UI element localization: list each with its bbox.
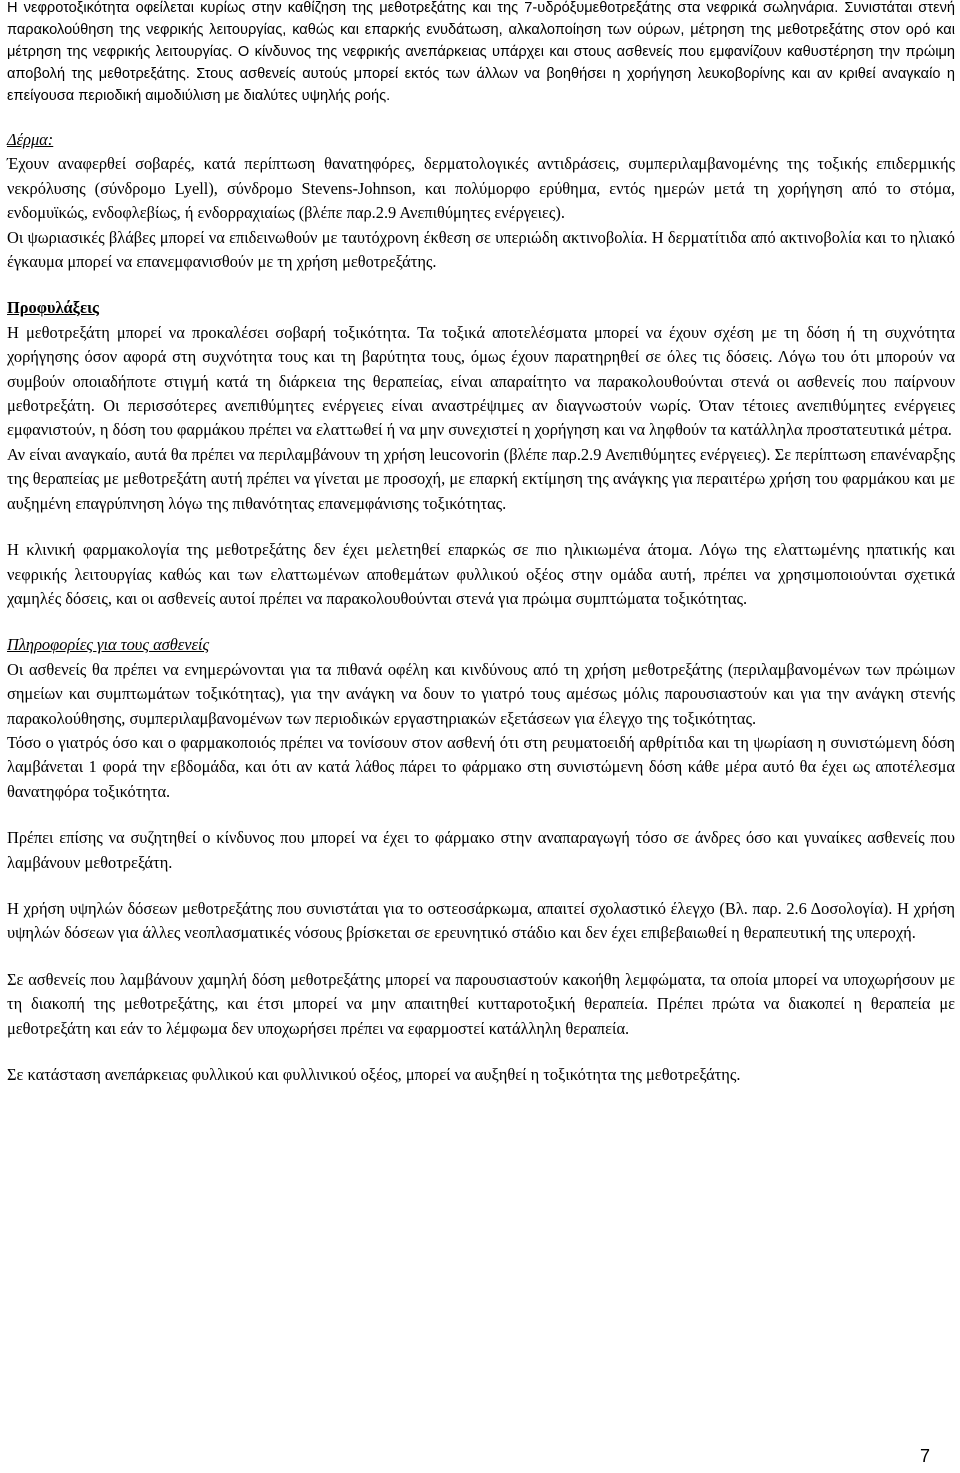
folate-deficiency-paragraph: Σε κατάσταση ανεπάρκειας φυλλικού και φυλλινικού οξέος, μπορεί να αυξηθεί η τοξικότητα της μεθοτρεξάτης. (7, 1065, 741, 1084)
precautions-section-heading: Προφυλάξεις (7, 298, 99, 318)
psoriatic-lesions-paragraph: Οι ψωριασικές βλάβες μπορεί να επιδεινωθούν με ταυτόχρονη έκθεση σε υπεριώδη ακτινοβολία. Η δερματίτιδα από ακτινοβολία και το ηλιακό έγκαυμα μπορεί να επανεμφανισθούν με τη χρήση μεθοτρεξάτης. (7, 227, 955, 272)
elderly-pharmacology-paragraph: Η κλινική φαρμακολογία της μεθοτρεξάτης δεν έχει μελετηθεί επαρκώς σε πιο ηλικιωμένα άτομα. Λόγω της ελαττωμένης ηπατικής και νεφρικής λειτουργίας καθώς και των ελαττωμένων αποθεμάτων φυλλικού οξέος στην ομάδα αυτή, πρέπει να χρησιμοποιούνται σχετικά χαμηλές δόσεις, και οι ασθενείς αυτοί πρέπει να παρακολουθούνται στενά για πρώιμα συμπτώματα τοξικότητας. (7, 540, 955, 608)
document-page (7, 0, 955, 1087)
page-number: 7 (919, 1446, 930, 1466)
precautions-toxicity-paragraph: Η μεθοτρεξάτη μπορεί να προκαλέσει σοβαρή τοξικότητα. Τα τοξικά αποτελέσματα μπορεί να έχουν σχέση με τη δόση ή τη συχνότητα χορήγησης όσον αφορά στη συχνότητα τους και τη βαρύτητα τους, όμως έχουν παρατηρηθεί σε όλες τις δόσεις. Λόγω του ότι μπορούν να συμβούν οποιαδήποτε στιγμή κατά τη διάρκεια της θεραπείας, είναι απαραίτητο να παρακολουθούνται στενά οι ασθενείς που παίρνουν μεθοτρεξάτη. Οι περισσότερες ανεπιθύμητες ενέργειες είναι αναστρέψιμες αν διαγνωστούν νωρίς. Όταν τέτοιες ανεπιθύμητες ενέργειες εμφανιστούν, η δόση του φαρμάκου πρέπει να ελαττωθεί ή να μην συνεχιστεί η χορήγηση και να ληφθούν τα κατάλληλα προστατευτικά μέτρα. (7, 322, 955, 440)
renal-toxicity-paragraph: Η νεφροτοξικότητα οφείλεται κυρίως στην καθίζηση της μεθοτρεξάτης και της 7-υδρόξυμεθοτρεξάτης στα νεφρικά σωληνάρια. Συνιστάται στενή παρακολούθηση της νεφρικής λειτουργίας, καθώς και επαρκής ενυδάτωση, αλκαλοποίηση των ούρων, μέτρηση της μεθοτρεξάτης στον ορό και μέτρηση της νεφρικής λειτουργίας. Ο κίνδυνος της νεφρικής ανεπάρκειας υπάρχει και στους ασθενείς που εμφανίζουν καθυστέρηση την πρώιμη αποβολή της μεθοτρεξάτης. Στους ασθενείς αυτούς μπορεί εκτός των άλλων να βοηθήσει η χορήγηση λευκοβορίνης και αν κριθεί αναγκαίο η επείγουσα περιοδική αιμοδιύλιση με διαλύτες υψηλής ροής. (7, 0, 955, 104)
lymphoma-paragraph: Σε ασθενείς που λαμβάνουν χαμηλή δόση μεθοτρεξάτης μπορεί να παρουσιαστούν κακοήθη λεμφώματα, τα οποία μπορεί να υποχωρήσουν με τη διακοπή της μεθοτρεξάτης, και έτσι μπορεί να μην απαιτηθεί κυτταροτοξική θεραπεία. Πρέπει πρώτα να διακοπεί η θεραπεία με μεθοτρεξάτη και εάν το λέμφωμα δεν υποχωρήσει πρέπει να εφαρμοστεί κατάλληλη θεραπεία. (7, 969, 955, 1038)
skin-section-heading: Δέρμα: (7, 130, 54, 149)
patient-info-benefits-paragraph: Οι ασθενείς θα πρέπει να ενημερώνονται για τα πιθανά οφέλη και κινδύνους από τη χρήση μεθοτρεξάτης (περιλαμβανομένων των πρώιμων σημείων και συμπτωμάτων τοξικότητας), για την ανάγκη να δουν το γιατρό τους αμέσως μόλις παρουσιαστούν και για την ανάγκη στενής παρακολούθησης, συμπεριλαμβανομένων των περιοδικών εργαστηριακών εξετάσεων για έλεγχο της τοξικότητας. (7, 659, 955, 728)
high-dose-paragraph: Η χρήση υψηλών δόσεων μεθοτρεξάτης που συνιστάται για το οστεοσάρκωμα, απαιτεί σχολαστικό έλεγχο (Βλ. παρ. 2.6 Δοσολογία). Η χρήση υψηλών δόσεων για άλλες νεοπλασματικές νόσους βρίσκεται σε ερευνητικό στάδιο και δεν έχει επιβεβαιωθεί η θεραπευτική της υπεροχή. (7, 898, 955, 943)
patient-info-weekly-dose-paragraph: Τόσο ο γιατρός όσο και ο φαρμακοποιός πρέπει να τονίσουν στον ασθενή ότι στη ρευματοειδή αρθρίτιδα και τη ψωρίαση η συνιστώμενη δόση λαμβάνεται 1 φορά την εβδομάδα, και ότι αν κατά λάθος πάρει το φάρμακο στη συνιστώμενη δόση κάθε μέρα αυτό θα έχει ως αποτέλεσμα θανατηφόρα τοξικότητα. (7, 732, 955, 801)
precautions-leucovorin-paragraph: Αν είναι αναγκαίο, αυτά θα πρέπει να περιλαμβάνουν τη χρήση leucovorin (βλέπε παρ.2.9 Ανεπιθύμητες ενέργειες). Σε περίπτωση επανέναρξης της θεραπείας με μεθοτρεξάτη αυτή πρέπει να γίνεται με προσοχή, με επαρκή εκτίμηση της ανάγκης για περαιτέρω χρήση του φαρμάκου και με αυξημένη επαγρύπνηση λόγω της πιθανότητας επανεμφάνισης τοξικότητας. (7, 444, 955, 513)
reproductive-risk-paragraph: Πρέπει επίσης να συζητηθεί ο κίνδυνος που μπορεί να έχει το φάρμακο στην αναπαραγωγή τόσο σε άνδρες όσο και γυναίκες ασθενείς που λαμβάνουν μεθοτρεξάτη. (7, 828, 955, 872)
skin-reactions-paragraph: Έχουν αναφερθεί σοβαρές, κατά περίπτωση θανατηφόρες, δερματολογικές αντιδράσεις, συμπεριλαμβανομένης της τοξικής επιδερμικής νεκρόλυσης (σύνδρομο Lyell), σύνδρομο Stevens-Johnson, και πολύμορφο ερύθημα, εντός ημερών μετά τη χορήγηση από το στόμα, ενδομυϊκώς, ενδοφλεβίως, ή ενδορραχιαίως (βλέπε παρ.2.9 Ανεπιθύμητες ενέργειες). (7, 154, 955, 223)
patient-info-section-heading: Πληροφορίες για τους ασθενείς (7, 635, 210, 655)
